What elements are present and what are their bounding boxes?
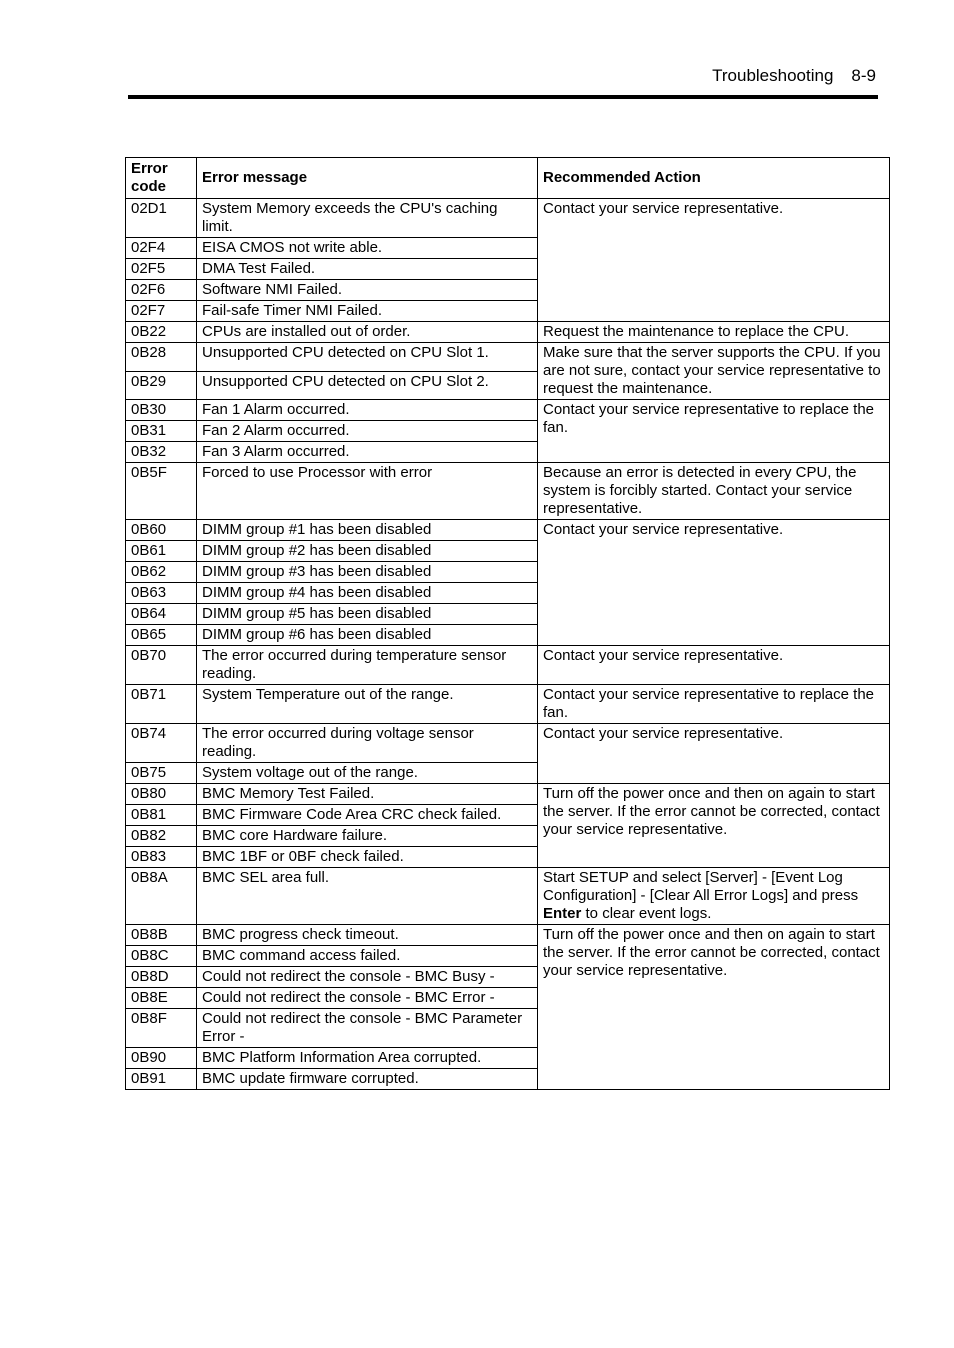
column-header-action: Recommended Action	[538, 158, 890, 199]
error-code: 02F5	[126, 259, 197, 280]
recommended-action: Contact your service representative.	[538, 520, 890, 646]
recommended-action: Start SETUP and select [Server] - [Event Log Configuration] - [Clear All Error Logs] and press Enter to clear event logs.	[538, 868, 890, 925]
error-message: DIMM group #6 has been disabled	[197, 625, 538, 646]
recommended-action: Contact your service representative to replace the fan.	[538, 685, 890, 724]
error-code: 0B62	[126, 562, 197, 583]
error-message: DIMM group #3 has been disabled	[197, 562, 538, 583]
page-header	[712, 66, 876, 86]
error-code: 0B8E	[126, 988, 197, 1009]
error-message: Could not redirect the console - BMC Parameter Error -	[197, 1009, 538, 1048]
error-code: 0B60	[126, 520, 197, 541]
column-header-code: Error code	[126, 158, 197, 199]
error-message: BMC Platform Information Area corrupted.	[197, 1048, 538, 1069]
error-message: DIMM group #4 has been disabled	[197, 583, 538, 604]
error-message: BMC SEL area full.	[197, 868, 538, 925]
error-code: 0B30	[126, 400, 197, 421]
error-code: 0B8D	[126, 967, 197, 988]
error-code: 02F6	[126, 280, 197, 301]
error-message: BMC Memory Test Failed.	[197, 784, 538, 805]
error-message: DIMM group #5 has been disabled	[197, 604, 538, 625]
enter-key-label: Enter	[543, 905, 582, 922]
error-message: EISA CMOS not write able.	[197, 238, 538, 259]
error-code: 0B63	[126, 583, 197, 604]
error-message: Unsupported CPU detected on CPU Slot 2.	[197, 371, 538, 400]
error-message: Unsupported CPU detected on CPU Slot 1.	[197, 343, 538, 372]
table-row	[126, 925, 890, 946]
table-row	[126, 868, 890, 925]
error-message: BMC core Hardware failure.	[197, 826, 538, 847]
error-message: The error occurred during voltage sensor reading.	[197, 724, 538, 763]
error-code: 0B8C	[126, 946, 197, 967]
error-code: 0B65	[126, 625, 197, 646]
page-number: 8-9	[851, 66, 876, 85]
table-row	[126, 520, 890, 541]
error-code: 0B32	[126, 442, 197, 463]
error-code: 0B91	[126, 1069, 197, 1090]
error-message: System voltage out of the range.	[197, 763, 538, 784]
error-message: DIMM group #1 has been disabled	[197, 520, 538, 541]
error-code: 0B75	[126, 763, 197, 784]
error-code: 0B28	[126, 343, 197, 372]
error-code: 02D1	[126, 199, 197, 238]
recommended-action: Request the maintenance to replace the CPU.	[538, 322, 890, 343]
error-code: 0B22	[126, 322, 197, 343]
recommended-action: Because an error is detected in every CPU, the system is forcibly started. Contact your service representative.	[538, 463, 890, 520]
error-message: BMC update firmware corrupted.	[197, 1069, 538, 1090]
recommended-action: Make sure that the server supports the CPU. If you are not sure, contact your service representative to request the maintenance.	[538, 343, 890, 400]
error-code: 0B82	[126, 826, 197, 847]
error-message: BMC progress check timeout.	[197, 925, 538, 946]
table-row	[126, 463, 890, 520]
table-row	[126, 784, 890, 805]
error-message: Could not redirect the console - BMC Error -	[197, 988, 538, 1009]
error-code: 0B31	[126, 421, 197, 442]
error-code: 02F7	[126, 301, 197, 322]
error-code: 0B8F	[126, 1009, 197, 1048]
table-row	[126, 343, 890, 372]
error-code: 0B80	[126, 784, 197, 805]
recommended-action: Turn off the power once and then on again to start the server. If the error cannot be corrected, contact your service representative.	[538, 784, 890, 868]
error-code: 0B29	[126, 371, 197, 400]
error-code: 0B8B	[126, 925, 197, 946]
table-row	[126, 646, 890, 685]
recommended-action: Contact your service representative to replace the fan.	[538, 400, 890, 463]
error-message: Forced to use Processor with error	[197, 463, 538, 520]
error-message: Fan 2 Alarm occurred.	[197, 421, 538, 442]
error-message: BMC 1BF or 0BF check failed.	[197, 847, 538, 868]
error-message: The error occurred during temperature sensor reading.	[197, 646, 538, 685]
header-rule	[128, 95, 878, 99]
error-code: 0B61	[126, 541, 197, 562]
error-code: 0B5F	[126, 463, 197, 520]
section-title: Troubleshooting	[712, 66, 834, 85]
error-code: 02F4	[126, 238, 197, 259]
table-row	[126, 685, 890, 724]
error-code: 0B83	[126, 847, 197, 868]
error-code: 0B81	[126, 805, 197, 826]
recommended-action: Contact your service representative.	[538, 724, 890, 784]
table-row	[126, 322, 890, 343]
error-code: 0B74	[126, 724, 197, 763]
recommended-action: Contact your service representative.	[538, 199, 890, 322]
error-message: BMC command access failed.	[197, 946, 538, 967]
error-code: 0B71	[126, 685, 197, 724]
table-header-row	[126, 158, 890, 199]
error-message: System Temperature out of the range.	[197, 685, 538, 724]
error-message: Fan 1 Alarm occurred.	[197, 400, 538, 421]
error-message: CPUs are installed out of order.	[197, 322, 538, 343]
error-code: 0B90	[126, 1048, 197, 1069]
error-code: 0B8A	[126, 868, 197, 925]
recommended-action: Contact your service representative.	[538, 646, 890, 685]
table-row	[126, 199, 890, 238]
error-message: BMC Firmware Code Area CRC check failed.	[197, 805, 538, 826]
column-header-message: Error message	[197, 158, 538, 199]
table-row	[126, 724, 890, 763]
error-message: System Memory exceeds the CPU's caching limit.	[197, 199, 538, 238]
table-row	[126, 400, 890, 421]
error-message: Software NMI Failed.	[197, 280, 538, 301]
error-message: DMA Test Failed.	[197, 259, 538, 280]
error-message: Could not redirect the console - BMC Busy -	[197, 967, 538, 988]
error-message: DIMM group #2 has been disabled	[197, 541, 538, 562]
error-code: 0B70	[126, 646, 197, 685]
error-message: Fan 3 Alarm occurred.	[197, 442, 538, 463]
error-message: Fail-safe Timer NMI Failed.	[197, 301, 538, 322]
recommended-action: Turn off the power once and then on again to start the server. If the error cannot be corrected, contact your service representative.	[538, 925, 890, 1090]
error-code-table	[125, 157, 890, 1090]
error-code: 0B64	[126, 604, 197, 625]
